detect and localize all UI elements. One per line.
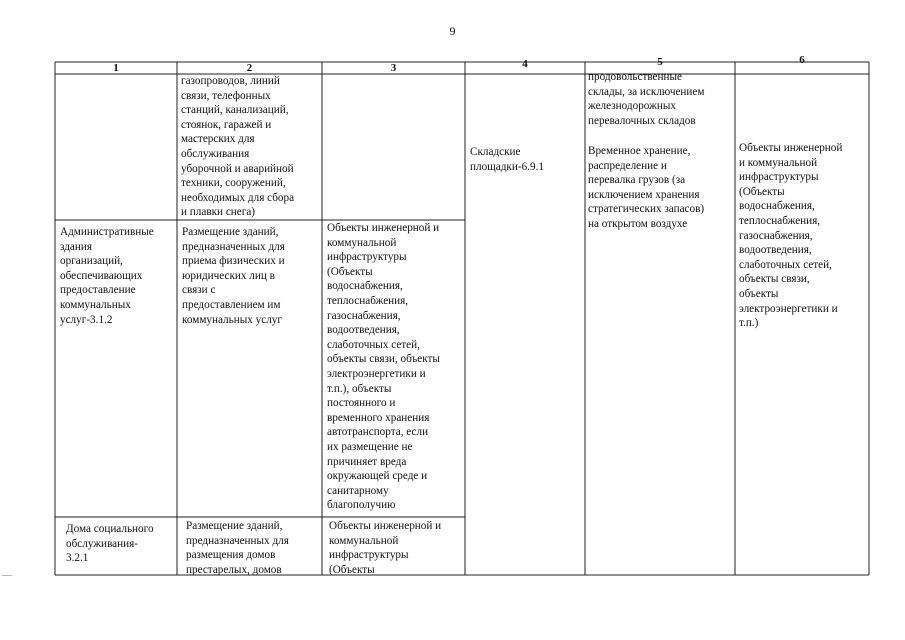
social-homes-col1: Дома социального обслуживания- 3.2.1 xyxy=(66,523,154,565)
column-header-1: 1 xyxy=(113,62,119,74)
page-number: 9 xyxy=(449,24,456,38)
column-header-4: 4 xyxy=(522,58,528,70)
continuation-col5-top: продовольственные склады, за исключением железнодорожных перевалочных складов xyxy=(588,71,705,127)
column-header-6: 6 xyxy=(799,54,805,66)
admin-buildings-col2: Размещение зданий, предназначенных для приема физических и юридических лиц в связи с предоставлением им коммунальных услуг xyxy=(182,226,285,326)
continuation-col2: газопроводов, линий связи, телефонных станций, канализаций, стоянок, гаражей и мастерских для обслуживания уборочной и аварийной техники, сооружений, необходимых для сбора и плавки снега) xyxy=(181,75,295,219)
social-homes-col2: Размещение зданий, предназначенных для размещения домов престарелых, домов xyxy=(186,520,289,575)
storage-sites-cell: Складские площадки-6.9.1 xyxy=(470,146,544,173)
margin-mark: — xyxy=(2,570,12,581)
admin-buildings-col3: Объекты инженерной и коммунальной инфраструктуры (Объекты водоснабжения, теплоснабжения, газоснабжения, водоотведения, слаботочных сетей, объекты связи, объекты электроэнергетики и т.п.), объекты постоянного и временного хранения автотранспорта, если их размещение не причиняет вреда окружающей среде и санитарному благополучию xyxy=(327,222,440,512)
column-header-5: 5 xyxy=(657,56,663,68)
continuation-col5-bottom: Временное хранение, распределение и перевалка грузов (за исключением хранения стратегических запасов) на открытом воздухе xyxy=(588,145,705,230)
column-header-3: 3 xyxy=(390,62,397,74)
social-homes-col3: Объекты инженерной и коммунальной инфраструктуры (Объекты xyxy=(329,520,442,575)
admin-buildings-col1: Административные здания организаций, обеспечивающих предоставление коммунальных услуг-3.1.2 xyxy=(60,226,154,326)
column-header-2: 2 xyxy=(246,62,253,74)
engineering-infrastructure-col6: Объекты инженерной и коммунальной инфраструктуры (Объекты водоснабжения, теплоснабжения, газоснабжения, водоотведения, слаботочных сетей, объекты связи, объекты электроэнергетики и т.п.) xyxy=(739,142,843,330)
